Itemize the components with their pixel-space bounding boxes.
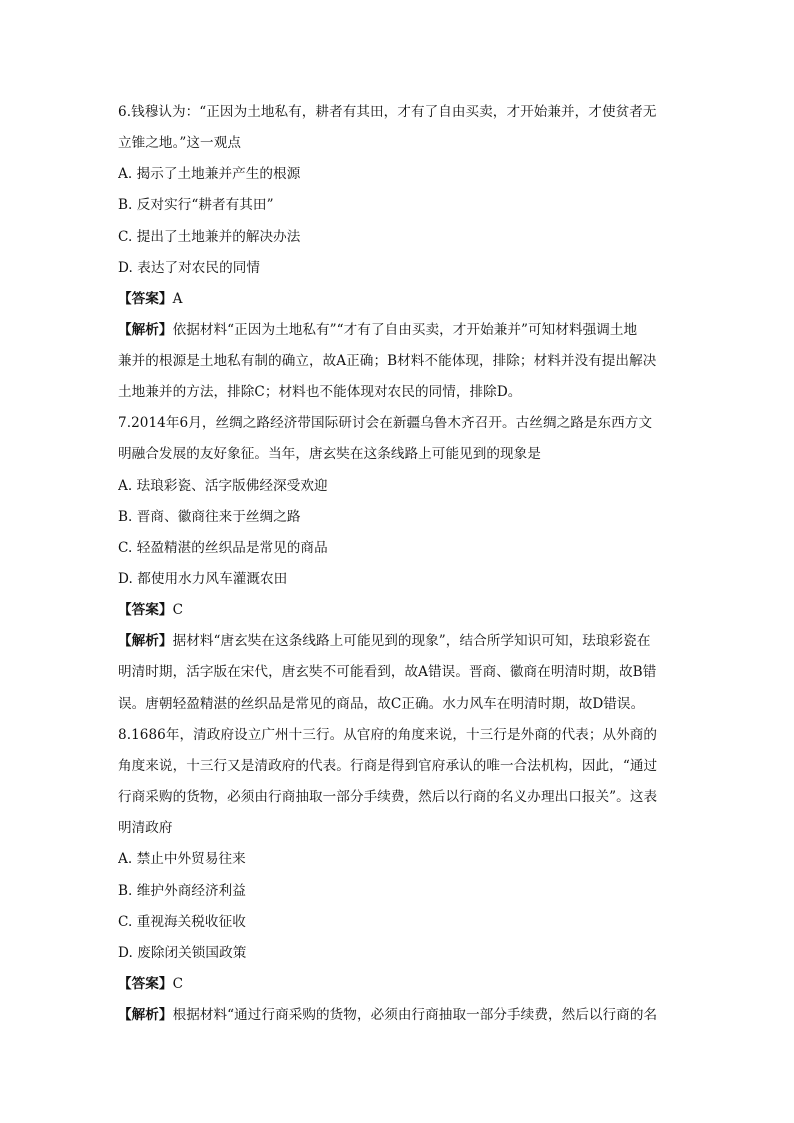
question-8-stem-line-3: 行商采购的货物，必须由行商抽取一部分手续费，然后以行商的名义办理出口报关”。这表 (118, 789, 658, 805)
question-6-option-a: A. 揭示了土地兼并产生的根源 (118, 166, 301, 182)
question-8-option-a: A. 禁止中外贸易往来 (118, 851, 246, 867)
question-8-option-c: C. 重视海关税收征收 (118, 914, 246, 930)
question-8-analysis-line-1 (118, 1003, 678, 1027)
analysis-tag: 【解析】 (118, 633, 173, 649)
answer-value: C (172, 602, 184, 618)
analysis-text: 依据材料“正因为土地私有”“才有了自由买卖，才开始兼并”可知材料强调土地 (172, 322, 638, 338)
question-7-analysis-line-1 (118, 629, 678, 653)
answer-value: A (172, 291, 183, 307)
question-7-stem-line-2: 明融合发展的友好象征。当年，唐玄奘在这条线路上可能见到的现象是 (118, 446, 541, 462)
question-6-answer (118, 287, 678, 311)
question-8-option-d: D. 废除闭关锁国政策 (118, 945, 247, 961)
question-8-stem-line-4: 明清政府 (118, 820, 173, 836)
question-7-analysis-line-2: 明清时期，活字版在宋代，唐玄奘不可能看到，故A错误。晋商、徽商在明清时期，故B错 (118, 664, 657, 680)
question-6-analysis-line-3: 土地兼并的方法，排除C；材料也不能体现对农民的同情，排除D。 (118, 384, 522, 400)
analysis-tag: 【解析】 (118, 1007, 173, 1023)
question-6-option-d: D. 表达了对农民的同情 (118, 260, 260, 276)
analysis-tag: 【解析】 (118, 322, 173, 338)
question-6-option-b: B. 反对实行“耕者有其田” (118, 197, 274, 213)
question-7-stem-line-1: 7.2014年6月，丝绸之路经济带国际研讨会在新疆乌鲁木齐召开。古丝绸之路是东西方文 (118, 415, 653, 431)
analysis-text: 根据材料“通过行商采购的货物，必须由行商抽取一部分手续费，然后以行商的名 (172, 1007, 658, 1023)
answer-tag: 【答案】 (118, 291, 173, 307)
question-6-option-c: C. 提出了土地兼并的解决办法 (118, 229, 301, 245)
question-7-analysis-line-3: 误。唐朝轻盈精湛的丝织品是常见的商品，故C正确。水力风车在明清时期，故D错误。 (118, 696, 645, 712)
question-7-option-a: A. 珐琅彩瓷、活字版佛经深受欢迎 (118, 478, 328, 494)
answer-value: C (172, 976, 184, 992)
question-6-stem-line-1: 6.钱穆认为：“正因为土地私有，耕者有其田，才有了自由买卖，才开始兼并，才使贫者无 (118, 104, 657, 120)
question-8-option-b: B. 维护外商经济利益 (118, 883, 246, 899)
question-7-answer (118, 598, 678, 622)
question-6-stem-line-2: 立锥之地。”这一观点 (118, 135, 241, 151)
analysis-text: 据材料“唐玄奘在这条线路上可能见到的现象”，结合所学知识可知，珐琅彩瓷在 (172, 633, 651, 649)
question-6-analysis-line-1 (118, 318, 678, 342)
question-7-option-b: B. 晋商、徽商往来于丝绸之路 (118, 509, 301, 525)
question-8-stem-line-1: 8.1686年，清政府设立广州十三行。从官府的角度来说，十三行是外商的代表；从外商的 (118, 727, 658, 743)
question-6-analysis-line-2: 兼并的根源是土地私有制的确立，故A正确；B材料不能体现，排除；材料并没有提出解决 (118, 353, 657, 369)
question-7-option-c: C. 轻盈精湛的丝织品是常见的商品 (118, 540, 328, 556)
question-7-option-d: D. 都使用水力风车灌溉农田 (118, 571, 288, 587)
question-8-stem-line-2: 角度来说，十三行又是清政府的代表。行商是得到官府承认的唯一合法机构，因此，“通过 (118, 758, 658, 774)
answer-tag: 【答案】 (118, 602, 173, 618)
question-8-answer (118, 972, 678, 996)
answer-tag: 【答案】 (118, 976, 173, 992)
